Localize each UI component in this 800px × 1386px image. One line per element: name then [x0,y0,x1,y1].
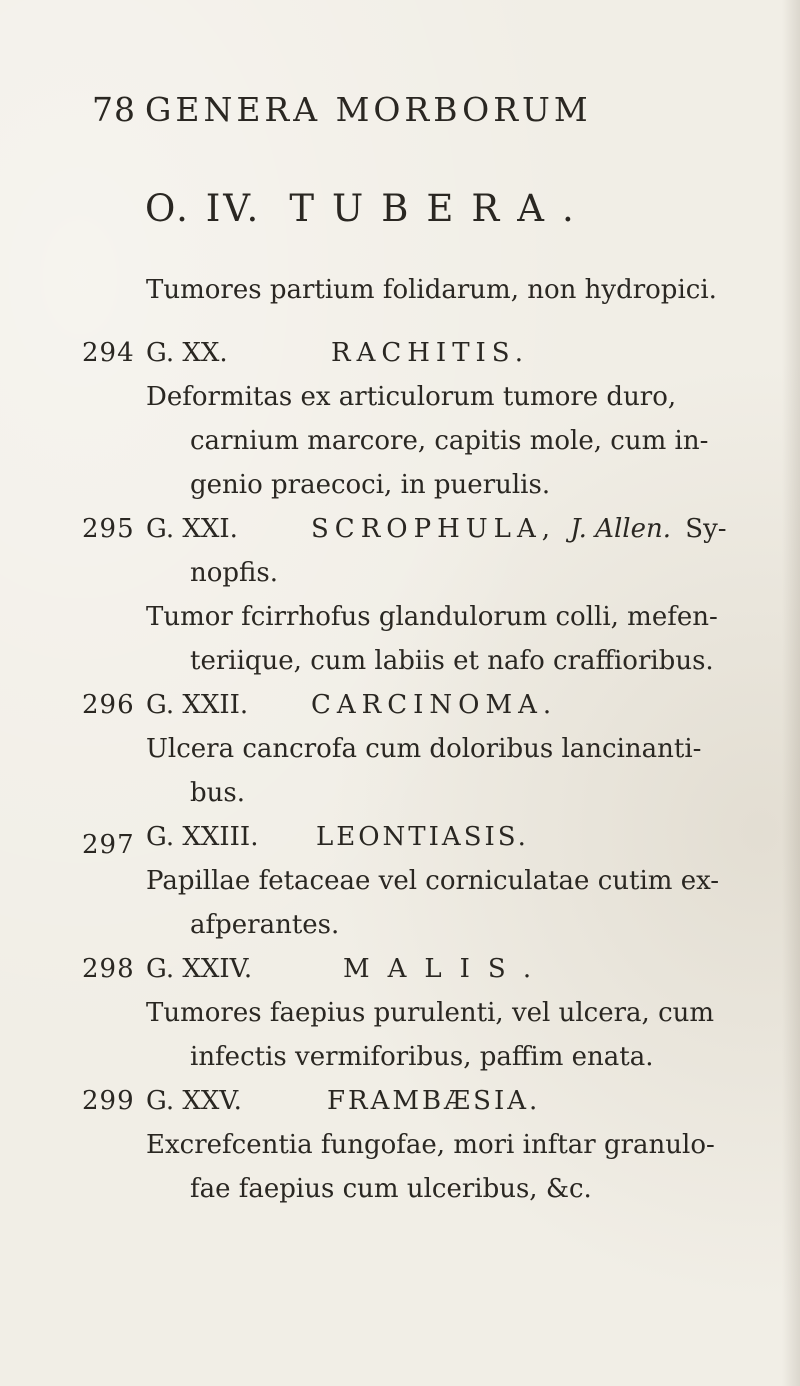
entry-text-line: Ulcera cancrofa cum doloribus lancinanti- [146,734,702,764]
entry-text-line: bus. [190,778,245,808]
entry-number: 298 [82,954,135,984]
page-edge-shadow [782,0,800,1386]
genus-label: G. XX. [146,338,228,368]
disease-name: LEONTIASIS. [316,822,529,852]
entry-text-line: Papillae fetaceae vel corniculatae cutim ex- [146,866,720,896]
entry-text-line: afperantes. [190,910,340,940]
entry-number: 296 [82,690,135,720]
disease-name: CARCINOMA. [311,690,558,720]
entry-text-line: Tumor fcirrhofus glandulorum colli, mefen- [146,602,718,632]
entry-text-line: teriique, cum labiis et nafo craffioribus. [190,646,714,676]
disease-name: RACHITIS. [331,338,529,368]
order-heading [145,187,665,230]
entry-number: 294 [82,338,135,368]
entry-text-line: infectis vermiforibus, paffim enata. [190,1042,654,1072]
order-definition: Tumores partium folidarum, non hydropici. [146,275,717,305]
disease-name-line [311,514,727,544]
entry-text-line: Excrefcentia fungofae, mori inftar granulo- [146,1130,715,1160]
order-name: TUBERA. [289,187,592,230]
entry-text-line: Tumores faepius purulenti, vel ulcera, cum [146,998,715,1028]
genus-label: G. XXV. [146,1086,242,1116]
disease-name: FRAMBÆSIA. [327,1086,541,1116]
synopsis-fragment: Sy- [685,514,727,544]
entry-text-line: carnium marcore, capitis mole, cum in- [190,426,709,456]
entry-text-line: nopfis. [190,558,278,588]
page-number: 78 [92,90,136,129]
entry-number: 299 [82,1086,135,1116]
disease-name: MALIS. [343,954,550,984]
author-citation: J. Allen. [570,514,671,544]
genus-label: G. XXII. [146,690,249,720]
order-label: O. IV. [145,187,262,230]
disease-name: SCROPHULA, [311,514,556,544]
genus-label: G. XXI. [146,514,238,544]
entry-number: 295 [82,514,135,544]
entry-text-line: fae faepius cum ulceribus, &c. [190,1174,592,1204]
genus-label: G. XXIII. [146,822,259,852]
entry-text-line: Deformitas ex articulorum tumore duro, [146,382,677,412]
genus-label: G. XXIV. [146,954,253,984]
running-title: GENERA MORBORUM [145,90,592,129]
entry-number: 297 [82,830,135,860]
page-header [0,82,800,132]
entry-text-line: genio praecoci, in puerulis. [190,470,551,500]
